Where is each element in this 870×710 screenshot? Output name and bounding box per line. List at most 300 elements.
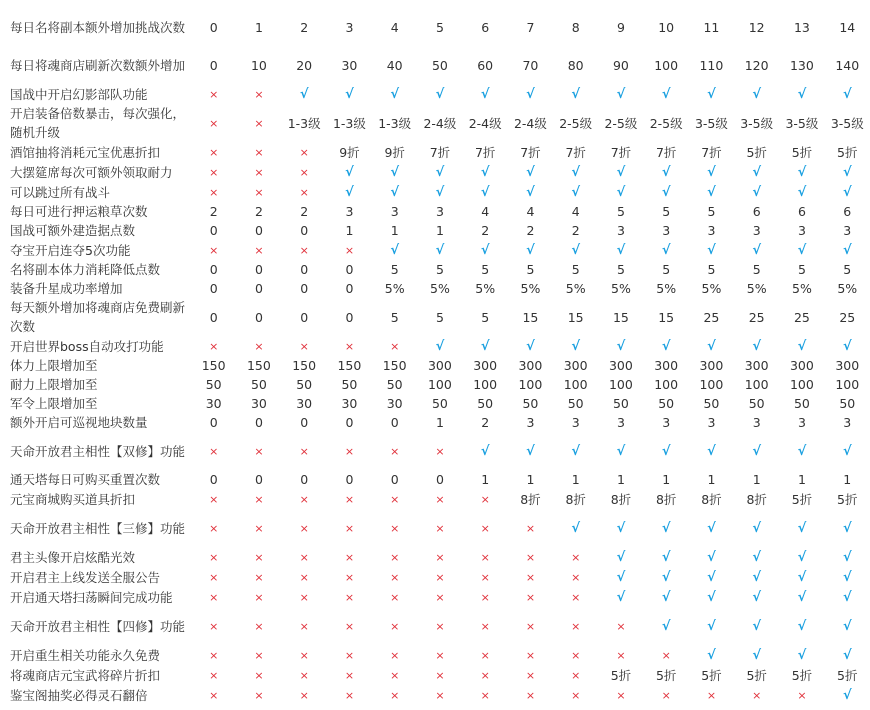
row-label: 通天塔每日可购买重置次数 xyxy=(10,472,161,487)
cell-value: 100 xyxy=(789,377,814,392)
check-icon: √ xyxy=(616,243,626,258)
value-cell xyxy=(236,46,281,84)
value-cell xyxy=(327,279,372,298)
cell-value: 3 xyxy=(707,415,716,430)
value-cell xyxy=(644,375,689,394)
table-row xyxy=(10,46,870,84)
cell-value: 7折 xyxy=(610,144,632,160)
cross-icon: × xyxy=(616,649,626,662)
value-cell xyxy=(508,279,553,298)
value-cell xyxy=(236,336,281,356)
cross-icon: × xyxy=(254,244,264,257)
value-cell xyxy=(779,298,824,336)
check-icon: √ xyxy=(707,521,716,536)
value-cell xyxy=(779,182,824,202)
cross-icon: × xyxy=(209,166,219,179)
cell-value: 7折 xyxy=(701,144,722,160)
cell-value: 50 xyxy=(703,396,720,411)
cross-icon: × xyxy=(616,689,626,702)
value-cell xyxy=(734,547,779,567)
value-cell xyxy=(236,298,281,336)
cell-value: 1 xyxy=(435,223,444,238)
value-cell xyxy=(734,202,779,221)
value-cell xyxy=(553,394,598,413)
value-cell xyxy=(372,470,417,489)
cell-value: 100 xyxy=(744,377,769,392)
value-cell xyxy=(598,685,643,705)
check-icon: √ xyxy=(571,87,580,102)
value-cell xyxy=(734,607,779,645)
value-cell xyxy=(689,279,734,298)
value-cell xyxy=(553,509,598,547)
value-cell xyxy=(644,685,689,705)
value-cell xyxy=(644,394,689,413)
cell-value: 1 xyxy=(707,472,716,487)
cell-value: 5% xyxy=(384,281,405,296)
value-cell xyxy=(463,162,508,182)
value-cell xyxy=(191,46,236,84)
cell-value: 5 xyxy=(707,204,716,219)
cell-value: 4 xyxy=(481,204,490,219)
check-icon: √ xyxy=(480,87,490,102)
value-cell xyxy=(463,509,508,547)
value-cell xyxy=(508,162,553,182)
cell-value: 140 xyxy=(835,57,860,73)
cell-value: 4 xyxy=(390,19,399,35)
cell-value: 5 xyxy=(435,309,444,325)
check-icon: √ xyxy=(616,590,626,605)
value-cell xyxy=(644,142,689,162)
cell-value: 150 xyxy=(337,358,362,373)
cell-value: 3-5级 xyxy=(785,115,819,131)
value-cell xyxy=(417,665,462,685)
cell-value: 5 xyxy=(797,262,806,277)
cell-value: 130 xyxy=(789,57,814,73)
value-cell xyxy=(282,298,327,336)
cross-icon: × xyxy=(299,571,309,584)
cross-icon: × xyxy=(344,445,355,458)
value-cell xyxy=(734,46,779,84)
value-cell xyxy=(508,547,553,567)
value-cell xyxy=(282,607,327,645)
value-cell xyxy=(236,182,281,202)
cell-value: 100 xyxy=(654,377,679,392)
value-cell xyxy=(734,298,779,336)
value-cell xyxy=(689,142,734,162)
check-icon: √ xyxy=(752,521,761,536)
cell-value: 0 xyxy=(300,309,309,325)
table-row xyxy=(10,142,870,162)
cell-value: 3 xyxy=(752,223,761,238)
value-cell xyxy=(598,84,643,104)
value-cell xyxy=(734,394,779,413)
table-row xyxy=(10,375,870,394)
value-cell xyxy=(372,84,417,104)
cell-value: 3 xyxy=(616,415,625,430)
value-cell xyxy=(417,645,462,665)
value-cell xyxy=(644,470,689,489)
value-cell xyxy=(463,298,508,336)
cell-value: 50 xyxy=(748,396,765,411)
cell-value: 1-3级 xyxy=(287,115,321,131)
check-icon: √ xyxy=(797,339,807,354)
cell-value: 3 xyxy=(435,204,444,219)
value-cell xyxy=(508,375,553,394)
cell-value: 5折 xyxy=(837,144,858,160)
table-row xyxy=(10,84,870,104)
value-cell xyxy=(463,665,508,685)
row-label: 天命开放君主相性【四修】功能 xyxy=(10,618,186,634)
value-cell xyxy=(598,142,643,162)
row-label: 开启世界boss自动攻打功能 xyxy=(10,338,164,354)
check-icon: √ xyxy=(752,648,761,663)
cross-icon: × xyxy=(344,669,355,682)
value-cell xyxy=(282,587,327,607)
cross-icon: × xyxy=(254,117,264,130)
check-icon: √ xyxy=(797,619,807,634)
value-cell xyxy=(598,665,643,685)
value-cell xyxy=(825,298,870,336)
value-cell xyxy=(282,685,327,705)
check-icon: √ xyxy=(797,444,807,459)
value-cell xyxy=(282,432,327,470)
cell-value: 7折 xyxy=(474,144,496,160)
value-cell xyxy=(236,8,281,46)
cross-icon: × xyxy=(435,522,445,535)
value-cell xyxy=(327,104,372,142)
cross-icon: × xyxy=(254,166,264,179)
cell-value: 5% xyxy=(475,281,496,296)
check-icon: √ xyxy=(571,185,580,200)
cell-value: 100 xyxy=(699,377,724,392)
value-cell xyxy=(689,221,734,240)
value-cell xyxy=(598,645,643,665)
vip-privilege-table-container xyxy=(0,8,870,710)
cell-value: 70 xyxy=(522,57,539,73)
value-cell xyxy=(825,221,870,240)
cross-icon: × xyxy=(254,620,264,633)
value-cell xyxy=(508,413,553,432)
value-cell xyxy=(282,645,327,665)
value-cell xyxy=(508,567,553,587)
value-cell xyxy=(236,162,281,182)
value-cell xyxy=(825,432,870,470)
cross-icon: × xyxy=(752,689,762,702)
value-cell xyxy=(734,336,779,356)
value-cell xyxy=(417,432,462,470)
table-row xyxy=(10,413,870,432)
check-icon: √ xyxy=(526,444,535,459)
value-cell xyxy=(689,645,734,665)
value-cell xyxy=(689,162,734,182)
cross-icon: × xyxy=(390,591,400,604)
value-cell xyxy=(191,260,236,279)
value-cell xyxy=(417,279,462,298)
check-icon: √ xyxy=(707,444,716,459)
value-cell xyxy=(282,547,327,567)
cross-icon: × xyxy=(435,669,445,682)
table-row xyxy=(10,260,870,279)
value-cell xyxy=(417,240,462,260)
cross-icon: × xyxy=(480,551,490,564)
cell-value: 2 xyxy=(526,223,535,238)
cell-value: 8折 xyxy=(610,491,632,507)
value-cell xyxy=(463,221,508,240)
table-row xyxy=(10,162,870,182)
value-cell xyxy=(282,413,327,432)
cross-icon: × xyxy=(480,522,490,535)
cell-value: 150 xyxy=(201,358,226,373)
cross-icon: × xyxy=(661,649,671,662)
value-cell xyxy=(689,665,734,685)
check-icon: √ xyxy=(435,165,445,180)
value-cell xyxy=(191,489,236,509)
value-cell xyxy=(417,162,462,182)
row-label: 军令上限增加至 xyxy=(10,396,98,411)
cross-icon: × xyxy=(299,620,309,633)
value-cell xyxy=(734,567,779,587)
table-row xyxy=(10,182,870,202)
value-cell xyxy=(508,104,553,142)
value-cell xyxy=(191,685,236,705)
check-icon: √ xyxy=(571,243,580,258)
value-cell xyxy=(372,413,417,432)
value-cell xyxy=(779,142,824,162)
table-row xyxy=(10,104,870,142)
value-cell xyxy=(553,8,598,46)
cell-value: 25 xyxy=(793,309,810,325)
value-cell xyxy=(644,413,689,432)
cell-value: 8折 xyxy=(655,491,677,507)
value-cell xyxy=(598,336,643,356)
row-label: 国战可额外建造据点数 xyxy=(10,223,136,238)
check-icon: √ xyxy=(480,444,490,459)
cell-value: 50 xyxy=(793,396,810,411)
row-label: 每日可进行押运粮草次数 xyxy=(10,204,148,219)
value-cell xyxy=(282,240,327,260)
cell-value: 0 xyxy=(435,472,444,487)
value-cell xyxy=(282,375,327,394)
check-icon: √ xyxy=(661,550,671,565)
value-cell xyxy=(282,356,327,375)
cross-icon: × xyxy=(254,186,264,199)
value-cell xyxy=(372,240,417,260)
cell-value: 5 xyxy=(616,204,625,219)
cell-value: 100 xyxy=(835,377,860,392)
value-cell xyxy=(825,84,870,104)
cell-value: 15 xyxy=(612,309,629,325)
check-icon: √ xyxy=(707,165,716,180)
cell-value: 13 xyxy=(793,19,810,35)
cell-value: 0 xyxy=(300,281,309,296)
cross-icon: × xyxy=(254,340,264,353)
cross-icon: × xyxy=(480,591,490,604)
check-icon: √ xyxy=(661,339,671,354)
value-cell xyxy=(236,260,281,279)
table-row xyxy=(10,509,870,547)
cross-icon: × xyxy=(299,689,309,702)
table-row xyxy=(10,356,870,375)
value-cell xyxy=(282,162,327,182)
value-cell xyxy=(734,432,779,470)
value-cell xyxy=(236,221,281,240)
cross-icon: × xyxy=(344,571,355,584)
cross-icon: × xyxy=(209,340,219,353)
value-cell xyxy=(417,104,462,142)
cell-value: 30 xyxy=(205,396,222,411)
value-cell xyxy=(191,221,236,240)
row-label: 体力上限增加至 xyxy=(10,358,98,373)
cross-icon: × xyxy=(299,186,309,199)
cell-value: 4 xyxy=(571,204,580,219)
cross-icon: × xyxy=(299,551,309,564)
row-label: 开启重生相关功能永久免费 xyxy=(10,647,161,663)
cell-value: 50 xyxy=(341,377,358,392)
row-label: 君主头像开启炫酷光效 xyxy=(10,549,136,565)
cell-value: 2 xyxy=(300,204,309,219)
cross-icon: × xyxy=(525,649,536,662)
cross-icon: × xyxy=(571,669,581,682)
check-icon: √ xyxy=(345,165,354,180)
check-icon: √ xyxy=(616,339,626,354)
value-cell xyxy=(779,356,824,375)
value-cell xyxy=(734,142,779,162)
value-cell xyxy=(236,356,281,375)
row-label: 天命开放君主相性【双修】功能 xyxy=(10,443,186,459)
value-cell xyxy=(644,221,689,240)
value-cell xyxy=(191,8,236,46)
value-cell xyxy=(327,182,372,202)
value-cell xyxy=(372,182,417,202)
cross-icon: × xyxy=(390,551,400,564)
cross-icon: × xyxy=(254,689,264,702)
cell-value: 5 xyxy=(843,262,852,277)
cross-icon: × xyxy=(480,649,490,662)
value-cell xyxy=(825,240,870,260)
cell-value: 3 xyxy=(752,415,761,430)
value-cell xyxy=(236,587,281,607)
cell-value: 100 xyxy=(427,377,452,392)
check-icon: √ xyxy=(752,339,761,354)
value-cell xyxy=(644,567,689,587)
value-cell xyxy=(191,162,236,182)
value-cell xyxy=(417,567,462,587)
cell-value: 100 xyxy=(654,57,679,73)
value-cell xyxy=(825,607,870,645)
value-cell xyxy=(689,432,734,470)
row-label: 名将副本体力消耗降低点数 xyxy=(10,262,161,277)
cross-icon: × xyxy=(209,620,219,633)
table-row xyxy=(10,547,870,567)
cell-value: 0 xyxy=(209,19,218,35)
check-icon: √ xyxy=(842,87,852,102)
value-cell xyxy=(553,260,598,279)
value-cell xyxy=(734,221,779,240)
check-icon: √ xyxy=(842,521,852,536)
value-cell xyxy=(734,240,779,260)
value-cell xyxy=(598,567,643,587)
value-cell xyxy=(372,46,417,84)
cross-icon: × xyxy=(525,571,536,584)
value-cell xyxy=(734,509,779,547)
cell-value: 5 xyxy=(616,262,625,277)
cell-value: 8折 xyxy=(520,491,541,507)
value-cell xyxy=(689,547,734,567)
value-cell xyxy=(236,567,281,587)
value-cell xyxy=(508,142,553,162)
value-cell xyxy=(463,46,508,84)
check-icon: √ xyxy=(842,165,852,180)
value-cell xyxy=(779,432,824,470)
value-cell xyxy=(463,104,508,142)
check-icon: √ xyxy=(707,648,716,663)
cross-icon: × xyxy=(390,620,400,633)
check-icon: √ xyxy=(707,339,716,354)
cross-icon: × xyxy=(480,669,490,682)
cross-icon: × xyxy=(525,620,536,633)
cell-value: 50 xyxy=(477,396,494,411)
value-cell xyxy=(191,587,236,607)
value-cell xyxy=(463,336,508,356)
check-icon: √ xyxy=(616,185,626,200)
check-icon: √ xyxy=(345,185,354,200)
check-icon: √ xyxy=(616,521,626,536)
value-cell xyxy=(327,607,372,645)
value-cell xyxy=(825,470,870,489)
value-cell xyxy=(191,336,236,356)
value-cell xyxy=(372,8,417,46)
value-cell xyxy=(779,240,824,260)
value-cell xyxy=(644,645,689,665)
value-cell xyxy=(463,356,508,375)
value-cell xyxy=(417,8,462,46)
value-cell xyxy=(598,489,643,509)
check-icon: √ xyxy=(616,570,626,585)
value-cell xyxy=(508,509,553,547)
value-cell xyxy=(372,202,417,221)
cell-value: 0 xyxy=(254,415,263,430)
value-cell xyxy=(417,607,462,645)
table-row xyxy=(10,298,870,336)
cell-value: 300 xyxy=(744,358,769,373)
cell-value: 0 xyxy=(390,415,399,430)
cross-icon: × xyxy=(299,591,309,604)
cell-value: 1 xyxy=(526,472,535,487)
value-cell xyxy=(644,509,689,547)
row-label: 每天额外增加将魂商店免费刷新次数 xyxy=(10,300,186,334)
cell-value: 5 xyxy=(526,262,535,277)
value-cell xyxy=(779,46,824,84)
table-row xyxy=(10,221,870,240)
value-cell xyxy=(553,356,598,375)
value-cell xyxy=(779,279,824,298)
value-cell xyxy=(191,394,236,413)
value-cell xyxy=(734,8,779,46)
cell-value: 50 xyxy=(522,396,539,411)
cell-value: 3 xyxy=(390,204,399,219)
value-cell xyxy=(689,567,734,587)
cell-value: 1-3级 xyxy=(378,115,412,131)
check-icon: √ xyxy=(707,87,716,102)
cross-icon: × xyxy=(299,340,309,353)
value-cell xyxy=(508,665,553,685)
cell-value: 0 xyxy=(209,472,218,487)
value-cell xyxy=(644,240,689,260)
value-cell xyxy=(236,685,281,705)
cross-icon: × xyxy=(209,669,219,682)
value-cell xyxy=(417,260,462,279)
value-cell xyxy=(734,260,779,279)
